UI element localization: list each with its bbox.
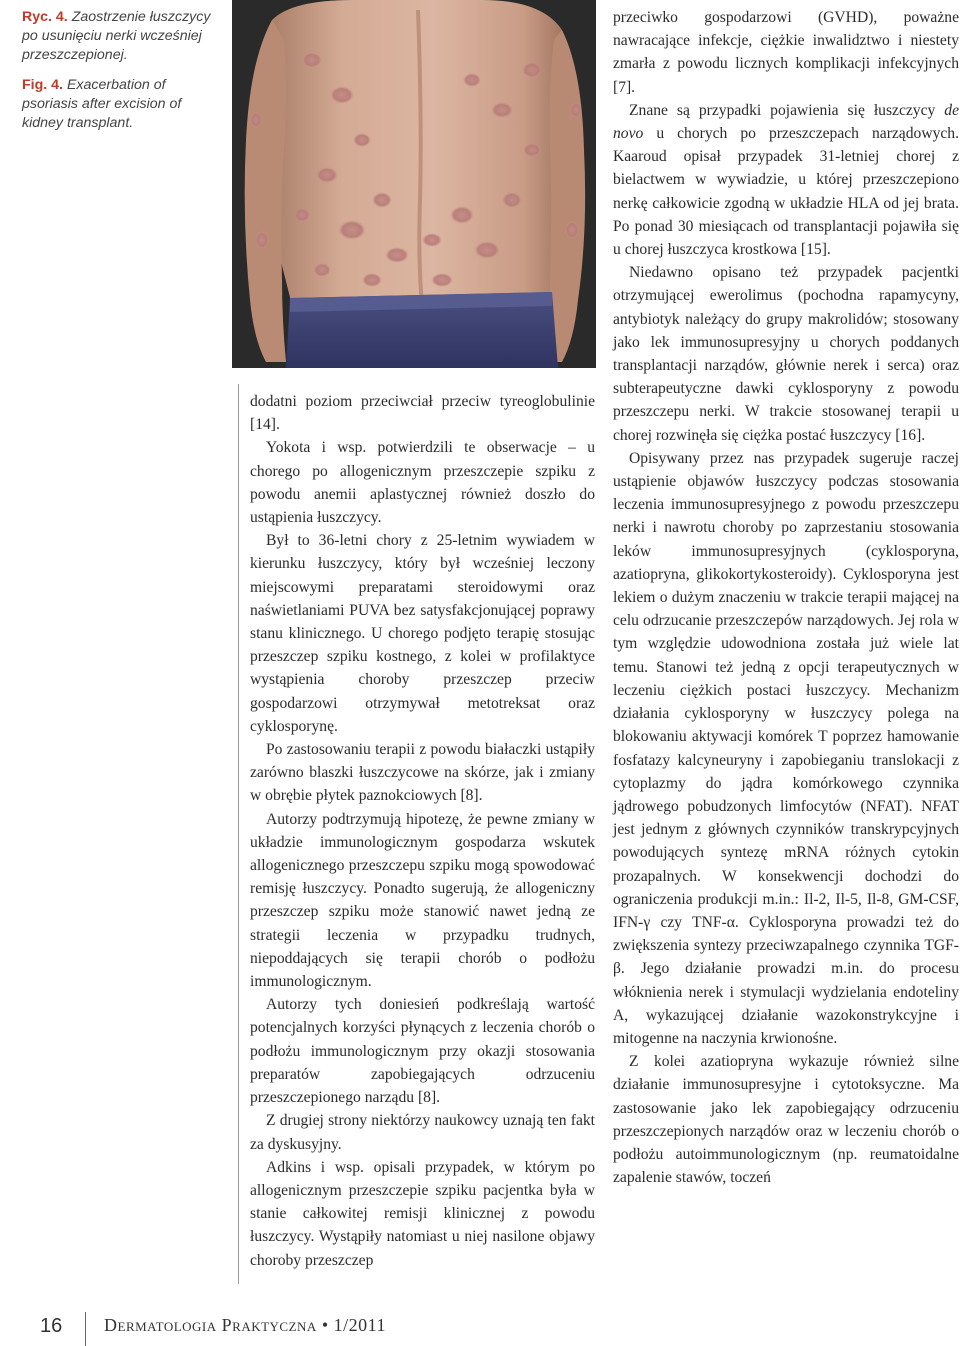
- paragraph: Adkins i wsp. opisali przypadek, w którym po allogenicznym przeszczepie szpiku pacjentka była w stanie całkowitej remisji klinicznej z powodu łuszczycy. Wystąpiły natomiast u niej nasilone objawy choroby przeszczep: [250, 1158, 595, 1269]
- paragraph: przeciwko gospodarzowi (GVHD), poważne nawracające infekcje, ciężkie inwalidztwo i niestety zmarła z powodu licznych komplikacji infekcyjnych [7].: [613, 9, 959, 96]
- paragraph: Autorzy podtrzymują hipotezę, że pewne zmiany w układzie immunologicznym gospodarza wskutek allogenicznego przeszczepu szpiku mogą spowodować remisję łuszczycy. Ponadto sugerują, że allogeniczny przeszczep szpiku może stanowić nawet jedną ze strategii leczenia w przypadku trudnych, niepoddających się terapii chorób o podłożu immunologicznym.: [250, 810, 595, 991]
- figure-captions: [22, 8, 222, 144]
- caption-polish-text: Zaostrzenie łuszczycy po usunięciu nerki wcześniej przeszczepionej.: [22, 9, 211, 63]
- paragraph: Yokota i wsp. potwierdzili te obserwacje – u chorego po allogenicznym przeszczepie szpiku z powodu anemii aplastycznej również doszło do ustąpienia łuszczycy.: [250, 439, 595, 527]
- paragraph: Autorzy tych doniesień podkreślają wartość potencjalnych korzyści płynących z leczenia chorób o podłożu immunologicznym przy okazji stosowania preparatów zapobiegających odrzuceniu przeszczepionego narządu [8].: [250, 996, 595, 1107]
- page-number: 16: [40, 1315, 63, 1337]
- paragraph: Z drugiej strony niektórzy naukowcy uznają ten fakt za dyskusyjny.: [250, 1112, 595, 1153]
- journal-name: Dermatologia Praktyczna • 1/2011: [104, 1315, 386, 1335]
- caption-polish-label: Ryc. 4.: [22, 9, 68, 25]
- paragraph-text: u chorych po przeszczepach narządowych. Kaaroud opisał przypadek 31-letniej chorej z bielactwem w wywiadzie, u której przeszczepiono nerkę całkowicie zgodną w układzie HLA od jej brata. Po ponad 30 miesiącach od transplantacji pojawiła się u chorej łuszczyca krostkowa [15].: [613, 125, 959, 259]
- caption-english-label: Fig. 4.: [22, 77, 63, 93]
- column-divider: [238, 384, 239, 1284]
- middle-text-column: [250, 390, 595, 1272]
- paragraph: Po zastosowaniu terapii z powodu białaczki ustąpiły zarówno blaszki łuszczycowe na skórze, jak i zmiany w obrębie płytek paznokciowych [8].: [250, 741, 595, 805]
- clinical-photo: [232, 0, 596, 368]
- footer-divider: [85, 1312, 86, 1346]
- caption-english: [22, 76, 222, 133]
- caption-english-text: Exacerbation of psoriasis after excision of kidney transplant.: [22, 77, 182, 131]
- caption-polish: [22, 8, 222, 65]
- right-text-column: [613, 6, 959, 1189]
- paragraph: dodatni poziom przeciwciał przeciw tyreoglobulinie [14].: [250, 393, 595, 434]
- italic-term: de novo: [613, 101, 959, 143]
- paragraph: Opisywany przez nas przypadek sugeruje raczej ustąpienie objawów łuszczycy podczas stosowania leczenia immunosupresyjnego z powodu przeszczepu nerki i nawrotu choroby po zaprzestaniu stosowania leków immunosupresyjnych (cyklosporyna, azatiopryna, glikokortykosteroidy). Cyklosporyna jest lekiem o dużym znaczeniu w trakcie terapii mającej na celu odrzucanie przeszczepów narządowych. Jej rola w tym względzie udowodniona została już wiele lat temu. Stanowi też jedną z opcji terapeutycznych w leczeniu ciężkich postaci łuszczycy. Mechanizm działania cyklosporyny w łuszczycy polega na blokowaniu aktywacji komórek T poprzez hamowanie fosfatazy kalcyneuryny i zapobieganiu translokacji z cytoplazmy do jądra komórkowego czynnika jądrowego pobudzonych limfocytów (NFAT). NFAT jest jednym z głównych czynników transkrypcyjnych powodujących syntezę mRNA różnych cytokin prozapalnych. W konsekwencji dochodzi do ograniczenia produkcji m.in.: Il-2, Il-5, Il-8, GM-CSF, IFN-γ czy TNF-α. Cyklosporyna prowadzi też do zwiększenia syntezy przeciwzapalnego czynnika TGF-β. Jego działanie prowadzi m.in. do procesu włóknienia nerek i stymulacji wydzielania endoteliny A, wykazującej działanie wazokonstrykcyjne i mitogenne na naczynia krwionośne.: [613, 449, 959, 1047]
- paragraph: Z kolei azatiopryna wykazuje również silne działanie immunosupresyjne i cytotoksyczne. Ma zastosowanie jako lek zapobiegający odrzuceniu przeszczepionych narządów oraz w leczeniu chorób o podłożu autoimmunologicznym (np. reumatoidalne zapalenie stawów, toczeń: [613, 1053, 959, 1187]
- paragraph: Niedawno opisano też przypadek pacjentki otrzymującej ewerolimus (pochodna rapamycyny, antybiotyk należący do grupy makrolidów; stosowany jako lek immunosupresyjny u chorych poddanych transplantacji narządów, głównie nerek i serca) oraz subterapeutyczne dawki cyklosporyny z powodu przeszczepu nerki. W trakcie stosowanej terapii u chorej rozwinęła się ciężka postać łuszczycy [16].: [613, 264, 959, 444]
- patient-back-illustration: [232, 0, 596, 368]
- paragraph: Był to 36-letni chory z 25-letnim wywiadem w kierunku łuszczycy, który był wcześniej leczony miejscowymi preparatami steroidowymi oraz naświetlaniami PUVA bez satysfakcjonującej poprawy stanu klinicznego. U chorego podjęto terapię stosując przeszczep szpiku kostnego, z kolei w profilaktyce wystąpienia choroby przeszczep przeciw gospodarzowi otrzymywał metotreksat oraz cyklosporynę.: [250, 532, 595, 735]
- paragraph: [613, 99, 959, 261]
- paragraph-text: Znane są przypadki pojawienia się łuszczycy: [629, 101, 945, 119]
- page-footer: [0, 1303, 960, 1346]
